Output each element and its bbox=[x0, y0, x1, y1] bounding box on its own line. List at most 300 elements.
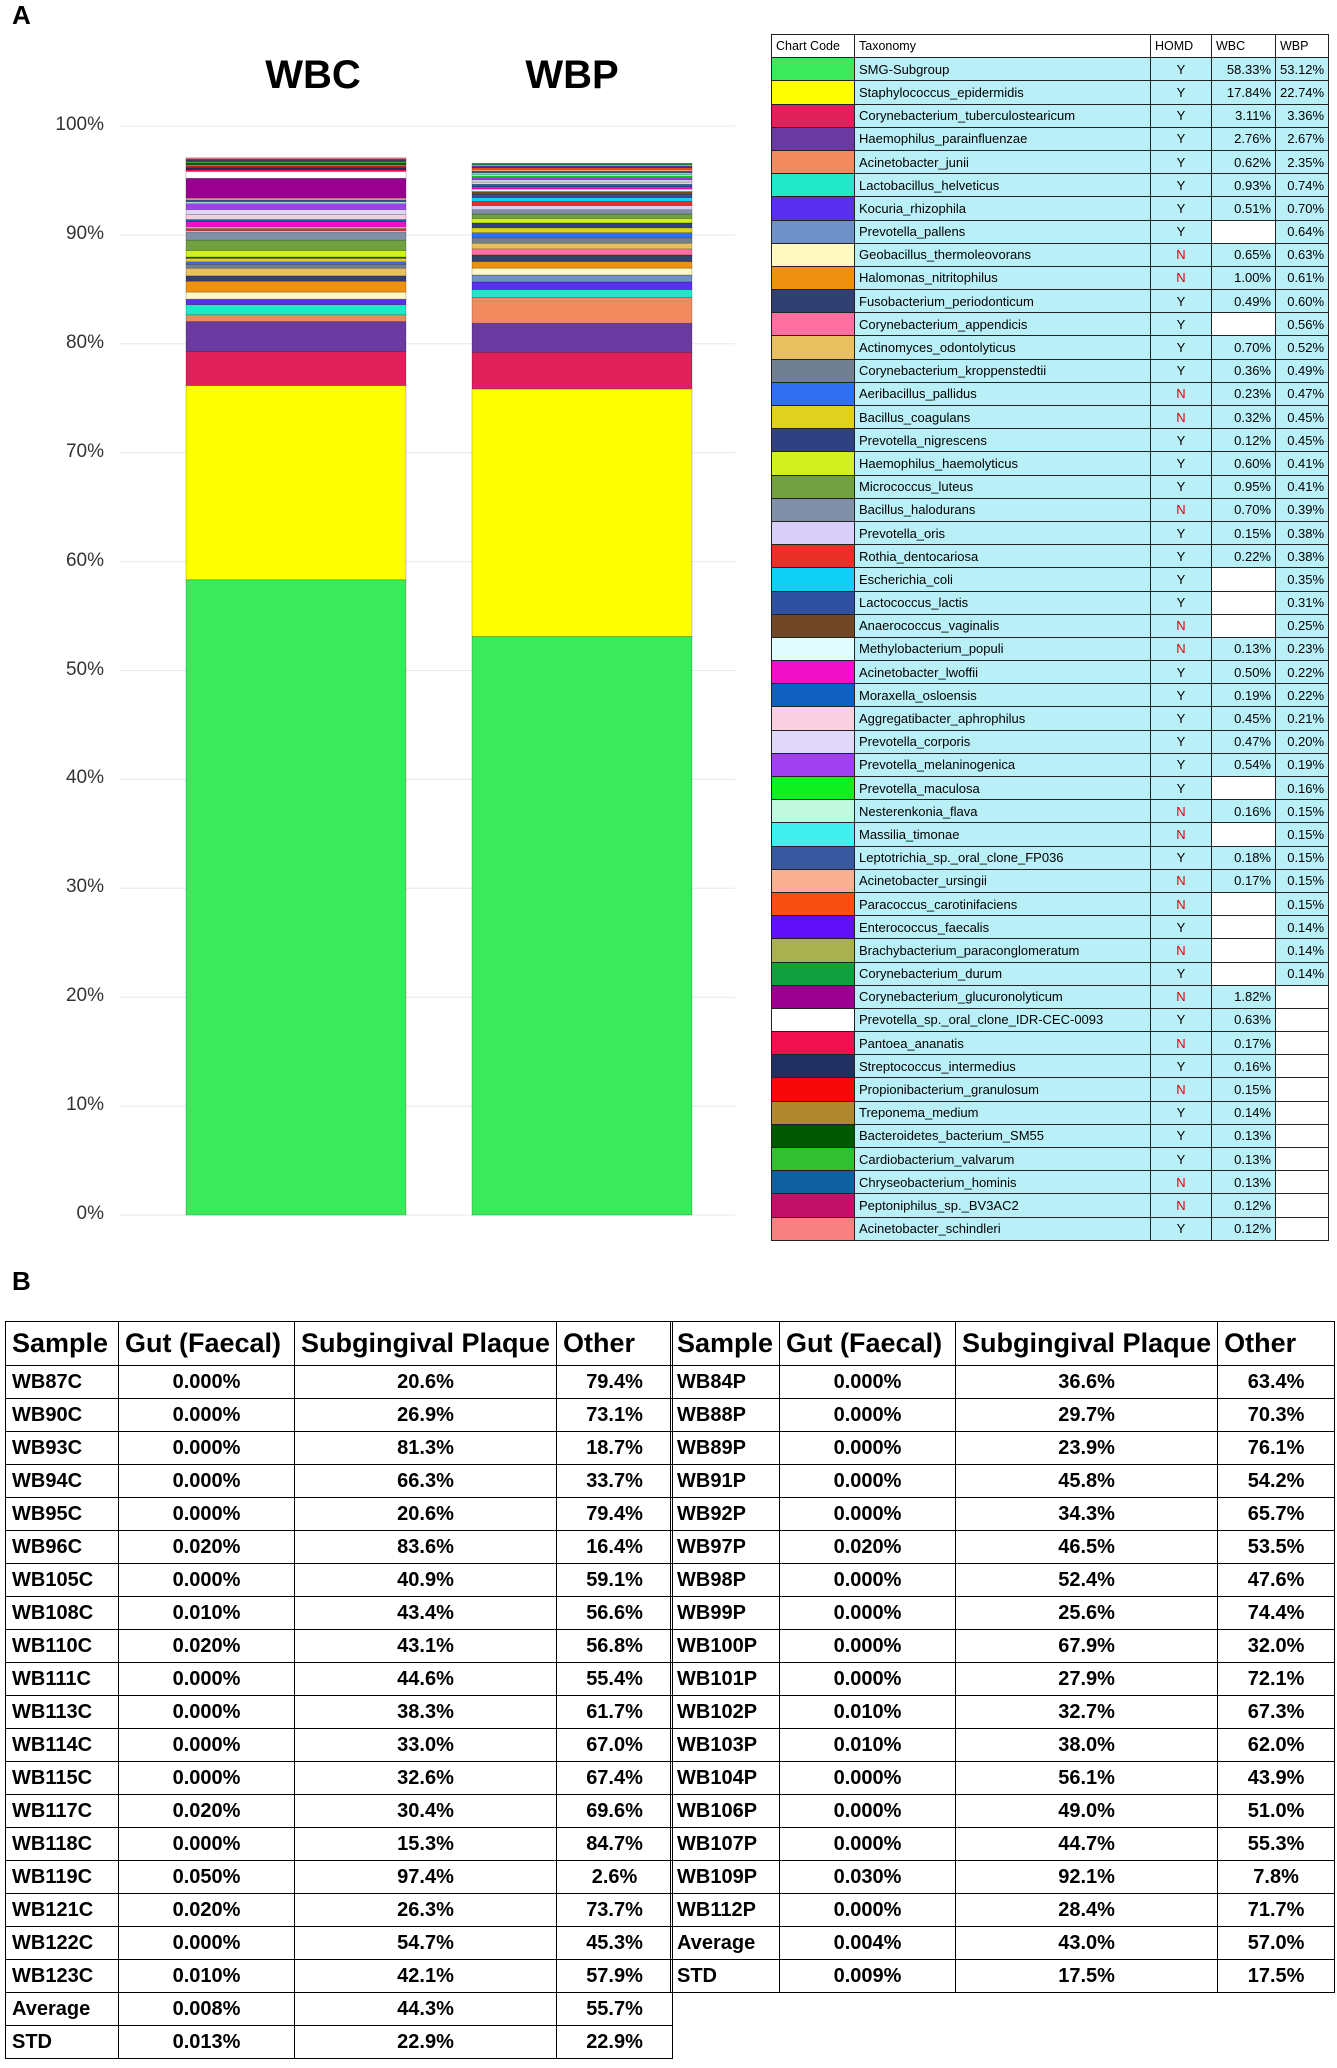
bar-segment-wbp-20 bbox=[472, 206, 692, 210]
subgingival-cell: 44.3% bbox=[295, 1993, 557, 2026]
gut-cell: 0.000% bbox=[119, 1366, 295, 1399]
bar-segment-wbp-27 bbox=[472, 184, 692, 186]
legend-homd: N bbox=[1151, 382, 1212, 405]
gut-cell: 0.020% bbox=[119, 1894, 295, 1927]
legend-swatch bbox=[772, 452, 855, 475]
other-cell: 56.8% bbox=[557, 1630, 673, 1663]
legend-taxonomy: Prevotella_melaninogenica bbox=[855, 753, 1151, 776]
sample-cell: WB106P bbox=[671, 1795, 780, 1828]
table-b-right-header bbox=[671, 1322, 1335, 1366]
legend-swatch bbox=[772, 290, 855, 313]
subgingival-cell: 22.9% bbox=[295, 2026, 557, 2059]
sample-cell: WB90C bbox=[6, 1399, 119, 1432]
other-cell: 79.4% bbox=[557, 1366, 673, 1399]
legend-wbc: 0.50% bbox=[1212, 661, 1276, 684]
legend-swatch bbox=[772, 637, 855, 660]
legend-swatch bbox=[772, 962, 855, 985]
table-row bbox=[671, 1465, 1335, 1498]
table-row bbox=[671, 1663, 1335, 1696]
legend-homd: Y bbox=[1151, 81, 1212, 104]
table-row bbox=[6, 1993, 673, 2026]
legend-swatch bbox=[772, 382, 855, 405]
legend-homd: N bbox=[1151, 869, 1212, 892]
subgingival-cell: 43.0% bbox=[956, 1927, 1218, 1960]
legend-row bbox=[772, 1032, 1329, 1055]
table-b-right bbox=[670, 1321, 1335, 1993]
legend-wbp: 0.47% bbox=[1276, 382, 1329, 405]
gut-cell: 0.000% bbox=[119, 1432, 295, 1465]
legend-homd: Y bbox=[1151, 545, 1212, 568]
legend-swatch bbox=[772, 58, 855, 81]
gut-cell: 0.000% bbox=[780, 1894, 956, 1927]
sample-cell: WB93C bbox=[6, 1432, 119, 1465]
legend-swatch bbox=[772, 1217, 855, 1240]
y-tick-label: 100% bbox=[55, 114, 104, 135]
legend-wbp: 2.35% bbox=[1276, 150, 1329, 173]
legend-homd: Y bbox=[1151, 846, 1212, 869]
other-cell: 22.9% bbox=[557, 2026, 673, 2059]
bar-segment-wbp-6 bbox=[472, 282, 692, 290]
legend-swatch bbox=[772, 869, 855, 892]
bar-segment-wbc-50 bbox=[186, 158, 406, 159]
legend-homd: N bbox=[1151, 985, 1212, 1008]
legend-swatch bbox=[772, 336, 855, 359]
sample-cell: WB114C bbox=[6, 1729, 119, 1762]
legend-taxonomy: Escherichia_coli bbox=[855, 568, 1151, 591]
table-row bbox=[671, 1597, 1335, 1630]
subgingival-cell: 56.1% bbox=[956, 1762, 1218, 1795]
y-tick-label: 80% bbox=[65, 331, 104, 353]
gut-cell: 0.000% bbox=[780, 1597, 956, 1630]
legend-taxonomy: Kocuria_rhizophila bbox=[855, 197, 1151, 220]
table-row bbox=[671, 1498, 1335, 1531]
sample-cell: WB103P bbox=[671, 1729, 780, 1762]
legend-wbp bbox=[1276, 1148, 1329, 1171]
legend-row bbox=[772, 1078, 1329, 1101]
legend-taxonomy: Lactobacillus_helveticus bbox=[855, 174, 1151, 197]
panel-a-label: A bbox=[12, 0, 31, 30]
other-cell: 57.9% bbox=[557, 1960, 673, 1993]
legend-taxonomy: Bacteroidetes_bacterium_SM55 bbox=[855, 1124, 1151, 1147]
legend-wbp bbox=[1276, 1101, 1329, 1124]
legend-row bbox=[772, 568, 1329, 591]
legend-row bbox=[772, 962, 1329, 985]
legend-wbc: 0.63% bbox=[1212, 1008, 1276, 1031]
header-subgingival: Subgingival Plaque bbox=[295, 1322, 557, 1366]
legend-swatch bbox=[772, 568, 855, 591]
legend-taxonomy: Anaerococcus_vaginalis bbox=[855, 614, 1151, 637]
legend-row bbox=[772, 637, 1329, 660]
sample-cell: WB112P bbox=[671, 1894, 780, 1927]
table-row bbox=[671, 1729, 1335, 1762]
legend-row bbox=[772, 1148, 1329, 1171]
y-tick-label: 60% bbox=[65, 549, 104, 571]
legend-taxonomy: Nesterenkonia_flava bbox=[855, 800, 1151, 823]
legend-taxonomy: Corynebacterium_tuberculostearicum bbox=[855, 104, 1151, 127]
legend-taxonomy: Methylobacterium_populi bbox=[855, 637, 1151, 660]
subgingival-cell: 36.6% bbox=[956, 1366, 1218, 1399]
subgingival-cell: 26.9% bbox=[295, 1399, 557, 1432]
legend-wbc: 17.84% bbox=[1212, 81, 1276, 104]
table-row bbox=[6, 1663, 673, 1696]
other-cell: 70.3% bbox=[1218, 1399, 1335, 1432]
legend-homd: Y bbox=[1151, 290, 1212, 313]
legend-taxonomy: Corynebacterium_glucuronolyticum bbox=[855, 985, 1151, 1008]
legend-wbp: 0.15% bbox=[1276, 869, 1329, 892]
legend-homd: N bbox=[1151, 823, 1212, 846]
legend-taxonomy: Acinetobacter_junii bbox=[855, 150, 1151, 173]
header-sample: Sample bbox=[6, 1322, 119, 1366]
y-tick-label: 0% bbox=[76, 1203, 104, 1224]
legend-header-chart-code: Chart Code bbox=[772, 35, 855, 58]
bar-segment-wbc-4 bbox=[186, 315, 406, 322]
subgingival-cell: 43.1% bbox=[295, 1630, 557, 1663]
gut-cell: 0.000% bbox=[119, 1465, 295, 1498]
legend-row bbox=[772, 150, 1329, 173]
legend-row bbox=[772, 290, 1329, 313]
legend-wbp: 0.41% bbox=[1276, 452, 1329, 475]
other-cell: 67.3% bbox=[1218, 1696, 1335, 1729]
gut-cell: 0.000% bbox=[780, 1399, 956, 1432]
other-cell: 53.5% bbox=[1218, 1531, 1335, 1564]
header-other: Other bbox=[557, 1322, 673, 1366]
sample-cell: WB121C bbox=[6, 1894, 119, 1927]
other-cell: 69.6% bbox=[557, 1795, 673, 1828]
legend-swatch bbox=[772, 753, 855, 776]
bar-segment-wbp-7 bbox=[472, 275, 692, 282]
other-cell: 73.7% bbox=[557, 1894, 673, 1927]
legend-taxonomy: SMG-Subgroup bbox=[855, 58, 1151, 81]
legend-swatch bbox=[772, 985, 855, 1008]
gut-cell: 0.000% bbox=[780, 1663, 956, 1696]
legend-row bbox=[772, 1008, 1329, 1031]
stacked-bar-chart bbox=[0, 0, 760, 1240]
bar-segment-wbp-24 bbox=[472, 192, 692, 195]
legend-wbc: 0.14% bbox=[1212, 1101, 1276, 1124]
legend-wbc bbox=[1212, 939, 1276, 962]
legend-row bbox=[772, 313, 1329, 336]
legend-wbp bbox=[1276, 1124, 1329, 1147]
legend-wbp bbox=[1276, 1032, 1329, 1055]
subgingival-cell: 25.6% bbox=[956, 1597, 1218, 1630]
legend-row bbox=[772, 684, 1329, 707]
subgingival-cell: 17.5% bbox=[956, 1960, 1218, 1993]
legend-row bbox=[772, 174, 1329, 197]
legend-wbp: 0.63% bbox=[1276, 243, 1329, 266]
legend-homd: Y bbox=[1151, 150, 1212, 173]
legend-wbp bbox=[1276, 1055, 1329, 1078]
subgingival-cell: 52.4% bbox=[956, 1564, 1218, 1597]
legend-taxonomy: Massilia_timonae bbox=[855, 823, 1151, 846]
subgingival-cell: 92.1% bbox=[956, 1861, 1218, 1894]
subgingival-cell: 81.3% bbox=[295, 1432, 557, 1465]
legend-wbc: 1.00% bbox=[1212, 266, 1276, 289]
legend-wbp: 0.23% bbox=[1276, 637, 1329, 660]
legend-swatch bbox=[772, 939, 855, 962]
other-cell: 55.7% bbox=[557, 1993, 673, 2026]
legend-taxonomy: Streptococcus_intermedius bbox=[855, 1055, 1151, 1078]
sample-cell: WB98P bbox=[671, 1564, 780, 1597]
legend-row bbox=[772, 1194, 1329, 1217]
legend-wbc: 0.22% bbox=[1212, 545, 1276, 568]
bar-segment-wbp-8 bbox=[472, 268, 692, 275]
legend-homd: Y bbox=[1151, 1101, 1212, 1124]
gut-cell: 0.020% bbox=[119, 1630, 295, 1663]
legend-taxonomy: Peptoniphilus_sp._BV3AC2 bbox=[855, 1194, 1151, 1217]
legend-homd: Y bbox=[1151, 429, 1212, 452]
legend-taxonomy: Corynebacterium_appendicis bbox=[855, 313, 1151, 336]
legend-homd: Y bbox=[1151, 313, 1212, 336]
legend-taxonomy: Acinetobacter_ursingii bbox=[855, 869, 1151, 892]
gut-cell: 0.000% bbox=[119, 1498, 295, 1531]
legend-wbp: 0.70% bbox=[1276, 197, 1329, 220]
legend-homd: Y bbox=[1151, 452, 1212, 475]
legend-swatch bbox=[772, 777, 855, 800]
subgingival-cell: 38.3% bbox=[295, 1696, 557, 1729]
bar-segment-wbp-19 bbox=[472, 210, 692, 214]
legend-wbc: 0.95% bbox=[1212, 475, 1276, 498]
subgingival-cell: 34.3% bbox=[956, 1498, 1218, 1531]
sample-cell: STD bbox=[6, 2026, 119, 2059]
legend-homd: Y bbox=[1151, 475, 1212, 498]
legend-taxonomy: Treponema_medium bbox=[855, 1101, 1151, 1124]
bar-segment-wbc-3 bbox=[186, 322, 406, 352]
legend-row bbox=[772, 661, 1329, 684]
table-row bbox=[6, 1861, 673, 1894]
bar-segment-wbc-30 bbox=[186, 204, 406, 210]
legend-row bbox=[772, 869, 1329, 892]
legend-row bbox=[772, 777, 1329, 800]
gut-cell: 0.000% bbox=[780, 1564, 956, 1597]
legend-wbc: 0.16% bbox=[1212, 1055, 1276, 1078]
bar-segment-wbp-5 bbox=[472, 290, 692, 298]
legend-swatch bbox=[772, 313, 855, 336]
sample-cell: WB84P bbox=[671, 1366, 780, 1399]
other-cell: 2.6% bbox=[557, 1861, 673, 1894]
legend-wbc: 0.17% bbox=[1212, 1032, 1276, 1055]
legend-wbp: 0.45% bbox=[1276, 429, 1329, 452]
table-row bbox=[6, 1366, 673, 1399]
subgingival-cell: 38.0% bbox=[956, 1729, 1218, 1762]
gut-cell: 0.000% bbox=[780, 1630, 956, 1663]
bar-segment-wbp-15 bbox=[472, 228, 692, 233]
table-row bbox=[6, 1432, 673, 1465]
bar-segment-wbc-21 bbox=[186, 228, 406, 230]
bar-title-wbp: WBP bbox=[525, 53, 619, 97]
legend-wbp: 0.60% bbox=[1276, 290, 1329, 313]
legend-row bbox=[772, 266, 1329, 289]
legend-wbc bbox=[1212, 823, 1276, 846]
legend-taxonomy: Corynebacterium_durum bbox=[855, 962, 1151, 985]
legend-wbc: 0.60% bbox=[1212, 452, 1276, 475]
legend-wbc bbox=[1212, 777, 1276, 800]
legend-taxonomy: Propionibacterium_granulosum bbox=[855, 1078, 1151, 1101]
table-row bbox=[6, 1399, 673, 1432]
table-row bbox=[6, 1927, 673, 1960]
legend-taxonomy: Haemophilus_parainfluenzae bbox=[855, 127, 1151, 150]
legend-homd: N bbox=[1151, 637, 1212, 660]
legend-header-wbp: WBP bbox=[1276, 35, 1329, 58]
other-cell: 54.2% bbox=[1218, 1465, 1335, 1498]
sample-cell: WB117C bbox=[6, 1795, 119, 1828]
legend-row bbox=[772, 382, 1329, 405]
legend-taxonomy: Fusobacterium_periodonticum bbox=[855, 290, 1151, 313]
y-tick-label: 30% bbox=[65, 876, 104, 898]
legend-wbp: 0.39% bbox=[1276, 498, 1329, 521]
legend-swatch bbox=[772, 498, 855, 521]
legend-homd: Y bbox=[1151, 591, 1212, 614]
gut-cell: 0.050% bbox=[119, 1861, 295, 1894]
y-tick-label: 90% bbox=[65, 222, 104, 244]
sample-cell: WB91P bbox=[671, 1465, 780, 1498]
legend-homd: N bbox=[1151, 266, 1212, 289]
bar-segment-wbp-16 bbox=[472, 223, 692, 228]
legend-homd: Y bbox=[1151, 777, 1212, 800]
legend-wbc: 0.13% bbox=[1212, 1148, 1276, 1171]
panel-b-label: B bbox=[12, 1266, 31, 1296]
sample-cell: WB87C bbox=[6, 1366, 119, 1399]
legend-homd: Y bbox=[1151, 58, 1212, 81]
other-cell: 71.7% bbox=[1218, 1894, 1335, 1927]
legend-wbp: 0.52% bbox=[1276, 336, 1329, 359]
gut-cell: 0.000% bbox=[780, 1795, 956, 1828]
other-cell: 18.7% bbox=[557, 1432, 673, 1465]
legend-wbc: 0.18% bbox=[1212, 846, 1276, 869]
legend-taxonomy: Corynebacterium_kroppenstedtii bbox=[855, 359, 1151, 382]
legend-row bbox=[772, 498, 1329, 521]
other-cell: 47.6% bbox=[1218, 1564, 1335, 1597]
legend-wbp: 0.38% bbox=[1276, 545, 1329, 568]
other-cell: 43.9% bbox=[1218, 1762, 1335, 1795]
legend-wbc: 0.16% bbox=[1212, 800, 1276, 823]
legend-swatch bbox=[772, 1124, 855, 1147]
legend-swatch bbox=[772, 104, 855, 127]
other-cell: 51.0% bbox=[1218, 1795, 1335, 1828]
legend-homd: Y bbox=[1151, 753, 1212, 776]
bar-segment-wbp-12 bbox=[472, 243, 692, 249]
legend-wbp: 0.14% bbox=[1276, 939, 1329, 962]
legend-wbp bbox=[1276, 1078, 1329, 1101]
table-row bbox=[6, 1630, 673, 1663]
y-tick-label: 70% bbox=[65, 440, 104, 462]
legend-swatch bbox=[772, 1194, 855, 1217]
sample-cell: WB111C bbox=[6, 1663, 119, 1696]
legend-taxonomy: Lactococcus_lactis bbox=[855, 591, 1151, 614]
sample-cell: WB115C bbox=[6, 1762, 119, 1795]
legend-wbc bbox=[1212, 892, 1276, 915]
legend-swatch bbox=[772, 661, 855, 684]
header-subgingival: Subgingival Plaque bbox=[956, 1322, 1218, 1366]
legend-row bbox=[772, 985, 1329, 1008]
legend-homd: Y bbox=[1151, 707, 1212, 730]
gut-cell: 0.020% bbox=[119, 1531, 295, 1564]
legend-wbp: 22.74% bbox=[1276, 81, 1329, 104]
legend-homd: N bbox=[1151, 614, 1212, 637]
legend-homd: N bbox=[1151, 243, 1212, 266]
legend-wbc: 2.76% bbox=[1212, 127, 1276, 150]
gut-cell: 0.000% bbox=[780, 1498, 956, 1531]
table-row bbox=[671, 1861, 1335, 1894]
legend-wbc: 0.45% bbox=[1212, 707, 1276, 730]
legend-taxonomy: Pantoea_ananatis bbox=[855, 1032, 1151, 1055]
legend-wbp: 0.22% bbox=[1276, 684, 1329, 707]
legend-row bbox=[772, 429, 1329, 452]
sample-cell: WB101P bbox=[671, 1663, 780, 1696]
legend-swatch bbox=[772, 81, 855, 104]
legend-taxonomy: Prevotella_nigrescens bbox=[855, 429, 1151, 452]
legend-taxonomy: Acinetobacter_schindleri bbox=[855, 1217, 1151, 1240]
legend-row bbox=[772, 521, 1329, 544]
legend-swatch bbox=[772, 429, 855, 452]
subgingival-cell: 27.9% bbox=[956, 1663, 1218, 1696]
table-row bbox=[6, 1564, 673, 1597]
legend-wbp: 0.21% bbox=[1276, 707, 1329, 730]
legend-wbc: 0.36% bbox=[1212, 359, 1276, 382]
legend-swatch bbox=[772, 266, 855, 289]
subgingival-cell: 29.7% bbox=[956, 1399, 1218, 1432]
legend-row bbox=[772, 614, 1329, 637]
legend-row bbox=[772, 452, 1329, 475]
sample-cell: WB109P bbox=[671, 1861, 780, 1894]
legend-wbp: 0.61% bbox=[1276, 266, 1329, 289]
other-cell: 67.4% bbox=[557, 1762, 673, 1795]
bar-segment-wbp-1 bbox=[472, 389, 692, 637]
legend-wbc bbox=[1212, 313, 1276, 336]
subgingival-cell: 67.9% bbox=[956, 1630, 1218, 1663]
legend-wbp bbox=[1276, 1171, 1329, 1194]
legend-wbp: 0.15% bbox=[1276, 846, 1329, 869]
subgingival-cell: 44.6% bbox=[295, 1663, 557, 1696]
gut-cell: 0.000% bbox=[119, 1927, 295, 1960]
sample-cell: WB122C bbox=[6, 1927, 119, 1960]
subgingival-cell: 32.7% bbox=[956, 1696, 1218, 1729]
table-row bbox=[671, 1432, 1335, 1465]
legend-wbc: 0.12% bbox=[1212, 1217, 1276, 1240]
sample-cell: WB110C bbox=[6, 1630, 119, 1663]
subgingival-cell: 83.6% bbox=[295, 1531, 557, 1564]
other-cell: 84.7% bbox=[557, 1828, 673, 1861]
subgingival-cell: 49.0% bbox=[956, 1795, 1218, 1828]
y-tick-label: 40% bbox=[65, 767, 104, 789]
gut-cell: 0.000% bbox=[119, 1564, 295, 1597]
other-cell: 16.4% bbox=[557, 1531, 673, 1564]
legend-wbp: 0.38% bbox=[1276, 521, 1329, 544]
legend-wbc bbox=[1212, 591, 1276, 614]
legend-swatch bbox=[772, 1008, 855, 1031]
bar-segment-wbp-3 bbox=[472, 323, 692, 352]
legend-row bbox=[772, 81, 1329, 104]
legend-homd: Y bbox=[1151, 568, 1212, 591]
other-cell: 61.7% bbox=[557, 1696, 673, 1729]
bar-segment-wbc-17 bbox=[186, 250, 406, 257]
legend-homd: Y bbox=[1151, 174, 1212, 197]
legend-wbp: 0.45% bbox=[1276, 406, 1329, 429]
bar-segment-wbc-10 bbox=[186, 276, 406, 281]
legend-row bbox=[772, 1055, 1329, 1078]
legend-row bbox=[772, 359, 1329, 382]
sample-cell: WB118C bbox=[6, 1828, 119, 1861]
other-cell: 17.5% bbox=[1218, 1960, 1335, 1993]
legend-swatch bbox=[772, 475, 855, 498]
legend-homd: N bbox=[1151, 406, 1212, 429]
legend-swatch bbox=[772, 197, 855, 220]
bar-segment-wbc-27 bbox=[186, 220, 406, 222]
legend-wbp: 0.25% bbox=[1276, 614, 1329, 637]
bar-segment-wbp-28 bbox=[472, 182, 692, 184]
gut-cell: 0.030% bbox=[780, 1861, 956, 1894]
legend-taxonomy: Aeribacillus_pallidus bbox=[855, 382, 1151, 405]
legend-row bbox=[772, 58, 1329, 81]
